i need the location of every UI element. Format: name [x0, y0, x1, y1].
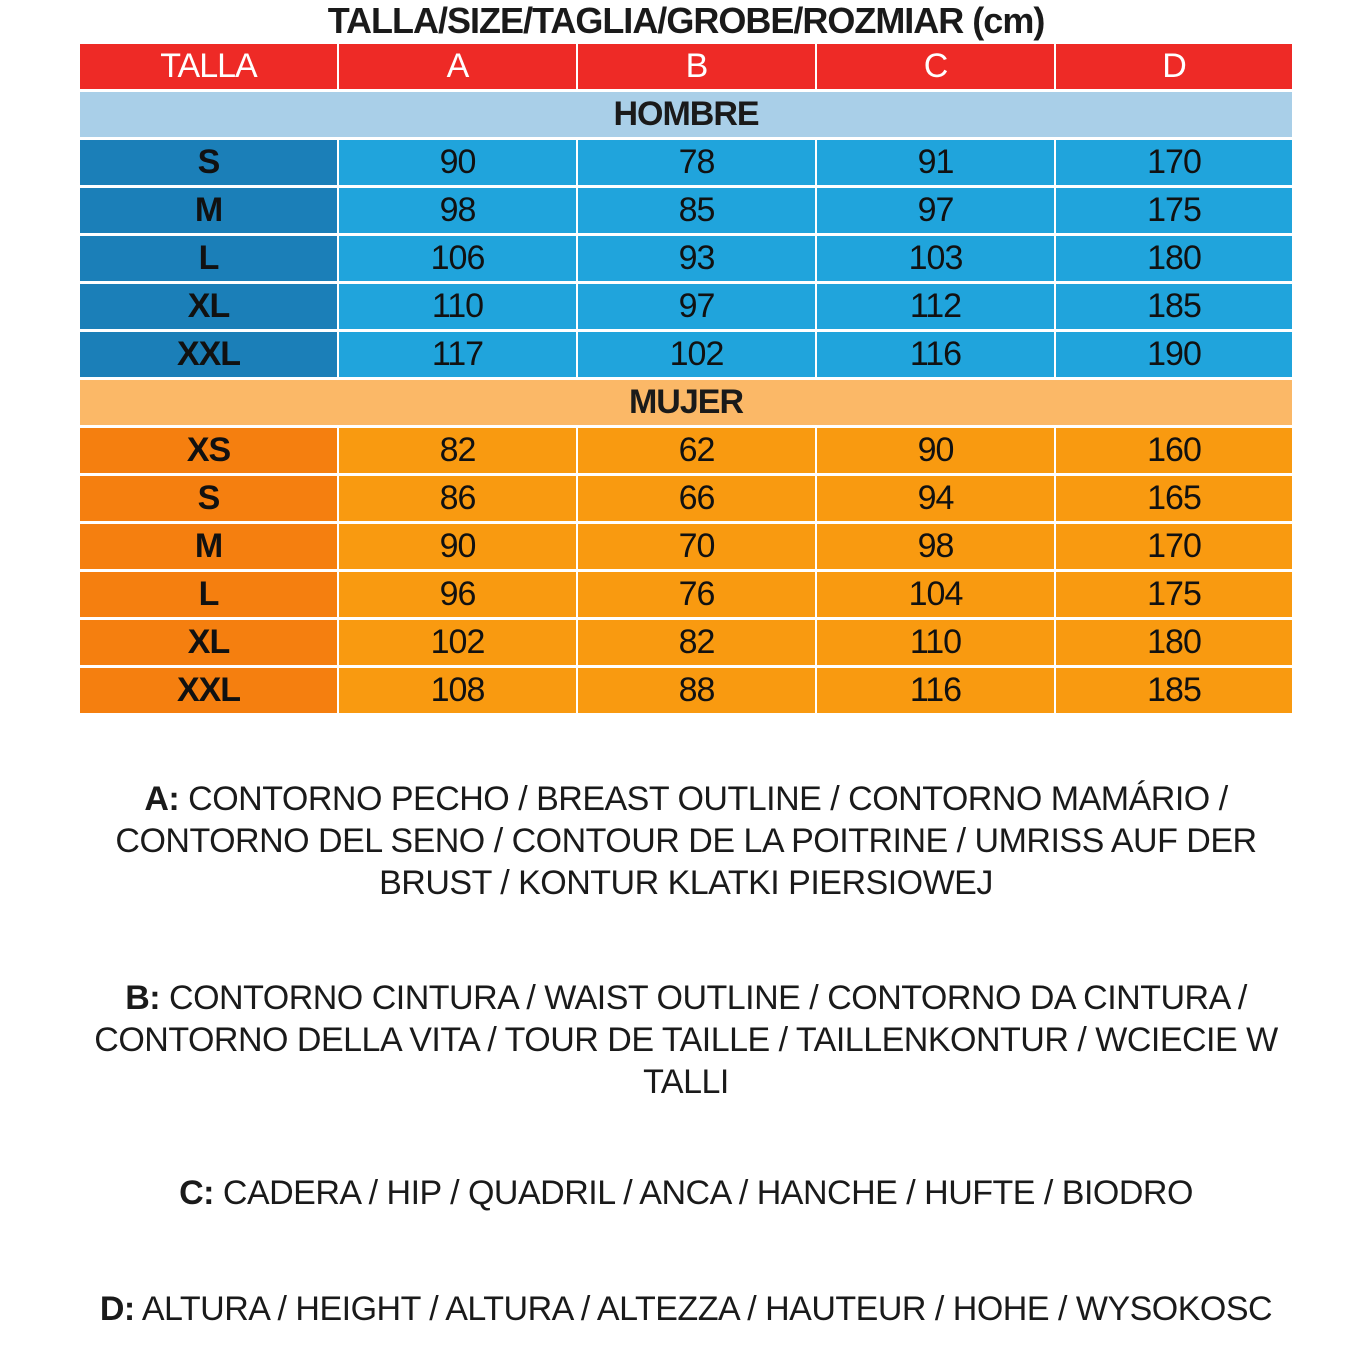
men-value-c: 97	[817, 188, 1054, 233]
legend-a	[80, 778, 1292, 904]
women-size-label: XL	[80, 620, 337, 665]
women-value-d: 185	[1056, 668, 1292, 713]
women-value-a: 90	[339, 524, 576, 569]
women-value-b: 62	[578, 428, 815, 473]
header-cell-a: A	[339, 44, 576, 89]
men-value-d: 175	[1056, 188, 1292, 233]
women-value-b: 88	[578, 668, 815, 713]
legend-text: CONTORNO PECHO / BREAST OUTLINE / CONTORNO MAMÁRIO / CONTORNO DEL SENO / CONTOUR DE LA POITRINE / UMRISS AUF DER BRUST / KONTUR KLATKI PIERSIOWEJ	[115, 780, 1257, 902]
women-value-d: 175	[1056, 572, 1292, 617]
women-size-label: S	[80, 476, 337, 521]
women-size-label: L	[80, 572, 337, 617]
men-value-a: 98	[339, 188, 576, 233]
women-value-a: 102	[339, 620, 576, 665]
women-value-d: 180	[1056, 620, 1292, 665]
men-size-label: XL	[80, 284, 337, 329]
men-value-c: 116	[817, 332, 1054, 377]
women-value-c: 98	[817, 524, 1054, 569]
women-value-c: 90	[817, 428, 1054, 473]
header-cell-b: B	[578, 44, 815, 89]
legend-text: CADERA / HIP / QUADRIL / ANCA / HANCHE / HUFTE / BIODRO	[213, 1174, 1193, 1212]
women-value-d: 165	[1056, 476, 1292, 521]
header-cell-c: C	[817, 44, 1054, 89]
men-value-c: 91	[817, 140, 1054, 185]
legend-text: CONTORNO CINTURA / WAIST OUTLINE / CONTORNO DA CINTURA / CONTORNO DELLA VITA / TOUR DE TAILLE / TAILLENKONTUR / WCIECIE W TALLI	[94, 979, 1278, 1101]
legend-key: A:	[144, 780, 180, 818]
legend-b	[80, 977, 1292, 1103]
legend-key: B:	[125, 979, 161, 1017]
men-value-a: 117	[339, 332, 576, 377]
women-value-d: 160	[1056, 428, 1292, 473]
men-section-header: HOMBRE	[80, 92, 1292, 137]
women-value-c: 116	[817, 668, 1054, 713]
page-title: TALLA/SIZE/TAGLIA/GROBE/ROZMIAR (cm)	[327, 0, 1045, 41]
women-value-c: 104	[817, 572, 1054, 617]
women-value-a: 86	[339, 476, 576, 521]
women-value-b: 70	[578, 524, 815, 569]
women-value-a: 96	[339, 572, 576, 617]
men-value-a: 110	[339, 284, 576, 329]
men-value-b: 97	[578, 284, 815, 329]
women-value-d: 170	[1056, 524, 1292, 569]
header-cell-size: TALLA	[80, 44, 337, 89]
women-size-label: M	[80, 524, 337, 569]
men-size-label: L	[80, 236, 337, 281]
men-value-b: 93	[578, 236, 815, 281]
size-table	[80, 44, 1290, 713]
women-value-b: 66	[578, 476, 815, 521]
men-size-label: S	[80, 140, 337, 185]
legend-c	[80, 1172, 1292, 1214]
legend-key: C:	[179, 1174, 214, 1212]
women-value-a: 108	[339, 668, 576, 713]
legend-d	[80, 1288, 1292, 1330]
men-value-d: 190	[1056, 332, 1292, 377]
men-size-label: M	[80, 188, 337, 233]
women-value-c: 94	[817, 476, 1054, 521]
women-value-b: 76	[578, 572, 815, 617]
men-value-c: 112	[817, 284, 1054, 329]
men-value-a: 106	[339, 236, 576, 281]
men-value-b: 85	[578, 188, 815, 233]
legend-key: D:	[99, 1290, 135, 1328]
men-value-d: 170	[1056, 140, 1292, 185]
men-value-c: 103	[817, 236, 1054, 281]
men-value-a: 90	[339, 140, 576, 185]
legend-text: ALTURA / HEIGHT / ALTURA / ALTEZZA / HAUTEUR / HOHE / WYSOKOSC	[134, 1290, 1273, 1328]
women-size-label: XXL	[80, 668, 337, 713]
men-size-label: XXL	[80, 332, 337, 377]
men-value-b: 102	[578, 332, 815, 377]
women-section-header: MUJER	[80, 380, 1292, 425]
header-cell-d: D	[1056, 44, 1292, 89]
women-value-a: 82	[339, 428, 576, 473]
women-value-c: 110	[817, 620, 1054, 665]
men-value-d: 185	[1056, 284, 1292, 329]
women-value-b: 82	[578, 620, 815, 665]
women-size-label: XS	[80, 428, 337, 473]
men-value-b: 78	[578, 140, 815, 185]
men-value-d: 180	[1056, 236, 1292, 281]
